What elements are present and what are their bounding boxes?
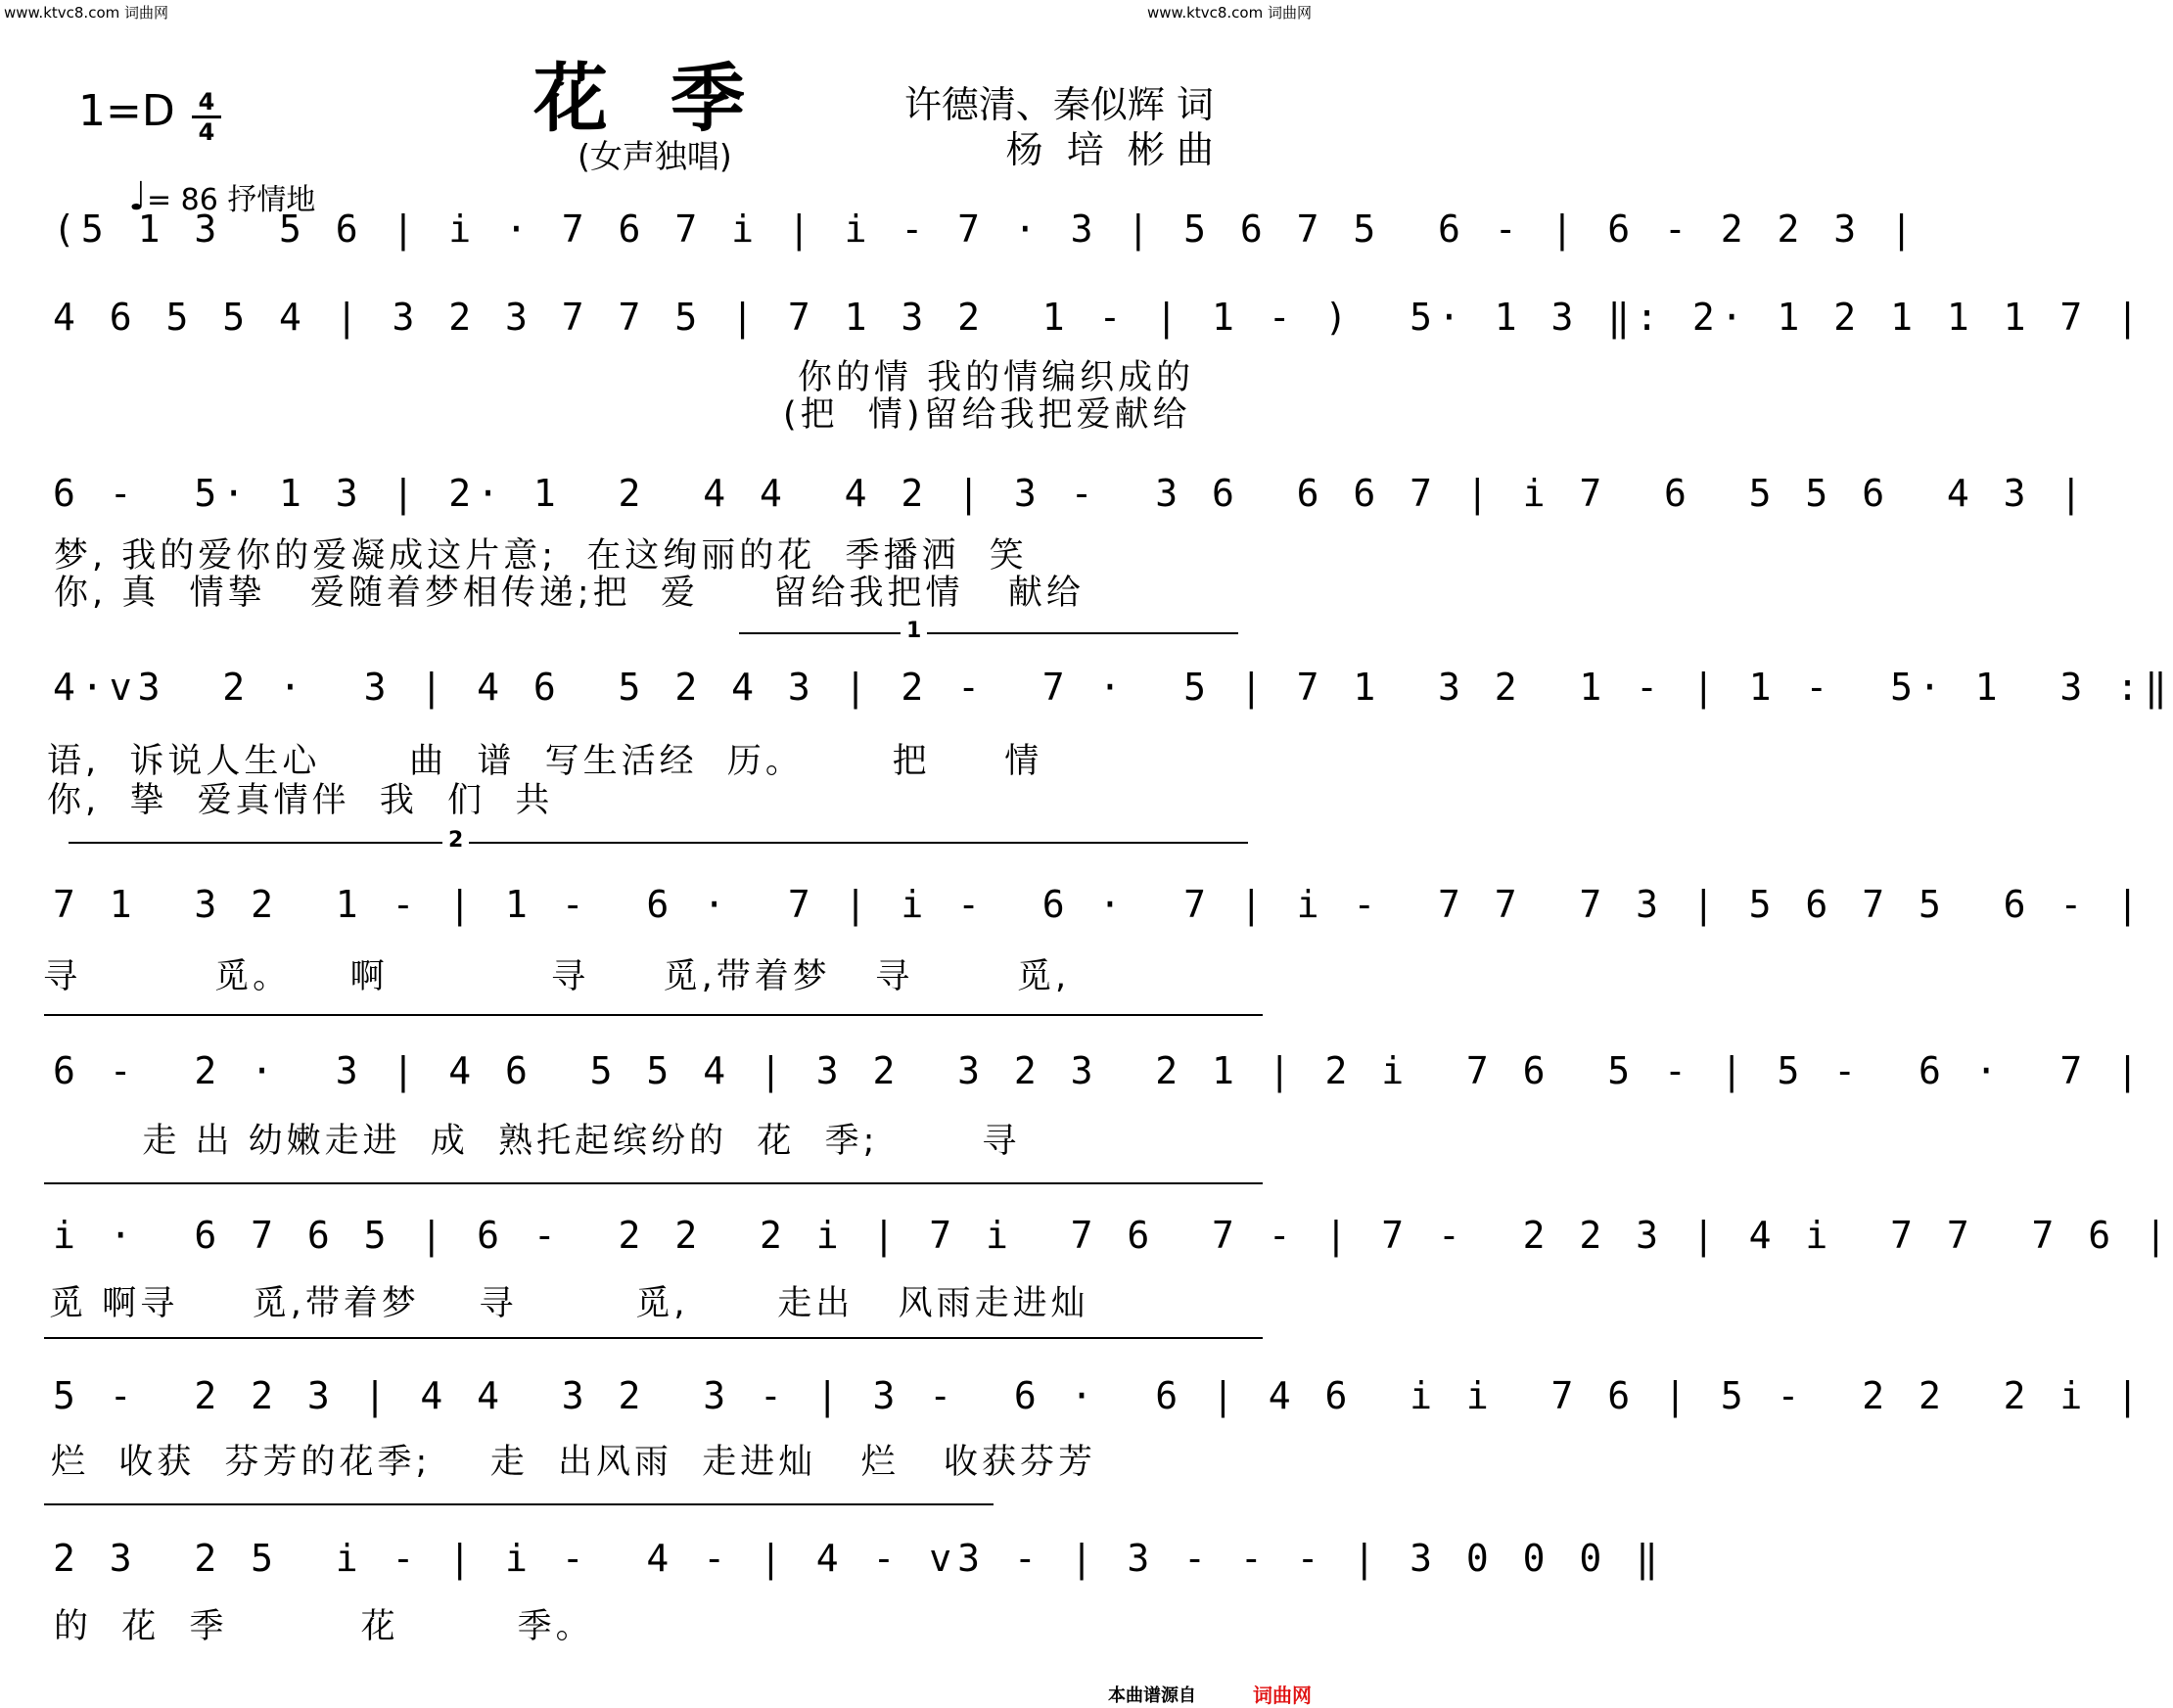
score-line-6-lyric-1: 走 出 幼嫩走进 成 熟托起缤纷的 花 季; 寻	[98, 1122, 1021, 1161]
score-line-2-notes: 4 6 5 5 4 | 3 2 3 7 7 5 | 7 1 3 2 1 - | 1 - ) 5· 1 3 ‖: 2· 1 2 1 1 1 7 |	[53, 296, 2145, 339]
watermark-top-right: www.ktvc8.com 词曲网	[1146, 4, 1312, 22]
score-line-4-notes: 4·v3 2 · 3 | 4 6 5 2 4 3 | 2 - 7 · 5 | 7 1 3 2 1 - | 1 - 5· 1 3 :‖	[53, 666, 2173, 709]
score-line-7-notes: i · 6 7 6 5 | 6 - 2 2 2 i | 7 i 7 6 7 - | 7 - 2 2 3 | 4 i 7 7 7 6 |	[53, 1214, 2173, 1257]
score-line-1-notes: (5 1 3 5 6 | i · 7 6 7 i | i - 7 · 3 | 5 6 7 5 6 - | 6 - 2 2 3 |	[53, 208, 1919, 251]
score-line-4-lyric-2: 你, 挚 爱真情伴 我 们 共	[47, 781, 554, 820]
second-ending-number: 2	[442, 828, 469, 853]
lyricist-credit: 许德清、秦似辉 词	[903, 83, 1214, 126]
time-signature-top: 4	[198, 88, 215, 115]
score-line-4-lyric-1: 语, 诉说人生心 曲 谱 写生活经 历。 把 情	[47, 742, 1043, 781]
score-line-5-notes: 7 1 3 2 1 - | 1 - 6 · 7 | i - 6 · 7 | i - 7 7 7 3 | 5 6 7 5 6 - |	[53, 883, 2145, 926]
second-ending-bracket	[69, 842, 1248, 844]
score-line-8-lyric-1: 烂 收获 芬芳的花季; 走 出风雨 走进灿 烂 收获芬芳	[51, 1443, 1097, 1482]
key-signature: 1=D	[78, 86, 175, 136]
score-line-9-lyric-1: 的 花 季 花 季。	[54, 1607, 594, 1646]
footer-source-note: 本曲谱源自	[1108, 1685, 1196, 1706]
score-line-5-lyric-1: 寻 觅。 啊 寻 觅,带着梦 寻 觅,	[43, 957, 1071, 996]
score-line-3-lyric-2: 你, 真 情挚 爱随着梦相传递;把 爱 留给我把情 献给	[54, 574, 1085, 613]
page-subtitle: (女声独唱)	[578, 137, 732, 175]
page-title: 花季	[533, 55, 808, 142]
time-signature	[192, 90, 221, 144]
tempo-text: = 86 抒情地	[146, 183, 316, 217]
score-line-2-lyric-2: (把 情)留给我把爱献给	[783, 395, 1191, 435]
score-line-3-notes: 6 - 5· 1 3 | 2· 1 2 4 4 4 2 | 3 - 3 6 6 6 7 | i 7 6 5 5 6 4 3 |	[53, 472, 2089, 515]
score-line-8-notes: 5 - 2 2 3 | 4 4 3 2 3 - | 3 - 6 · 6 | 4 6 i i 7 6 | 5 - 2 2 2 i |	[53, 1374, 2145, 1417]
score-line-7-lyric-1: 觅 啊寻 觅,带着梦 寻 觅, 走出 风雨走进灿	[49, 1284, 1089, 1323]
staff-divider	[44, 1182, 1263, 1184]
watermark-top-left: www.ktvc8.com 词曲网	[4, 4, 169, 22]
staff-divider	[44, 1503, 994, 1505]
composer-credit: 杨 培 彬 曲	[1005, 128, 1214, 171]
staff-divider	[44, 1014, 1263, 1016]
score-line-2-lyric-1: 你的情 我的情编织成的	[798, 358, 1195, 397]
quarter-note-icon: ♩	[128, 174, 147, 219]
score-line-3-lyric-1: 梦, 我的爱你的爱凝成这片意; 在这绚丽的花 季播洒 笑	[54, 536, 1028, 576]
score-line-6-notes: 6 - 2 · 3 | 4 6 5 5 4 | 3 2 3 2 3 2 1 | 2 i 7 6 5 - | 5 - 6 · 7 |	[53, 1049, 2145, 1092]
time-signature-bottom: 4	[198, 118, 215, 146]
first-ending-number: 1	[901, 619, 927, 643]
footer-logo: 词曲网	[1253, 1684, 1312, 1707]
score-line-9-notes: 2 3 2 5 i - | i - 4 - | 4 - v3 - | 3 - - - | 3 0 0 0 ‖	[53, 1537, 1665, 1580]
staff-divider	[44, 1337, 1263, 1339]
first-ending-bracket	[739, 632, 1238, 634]
